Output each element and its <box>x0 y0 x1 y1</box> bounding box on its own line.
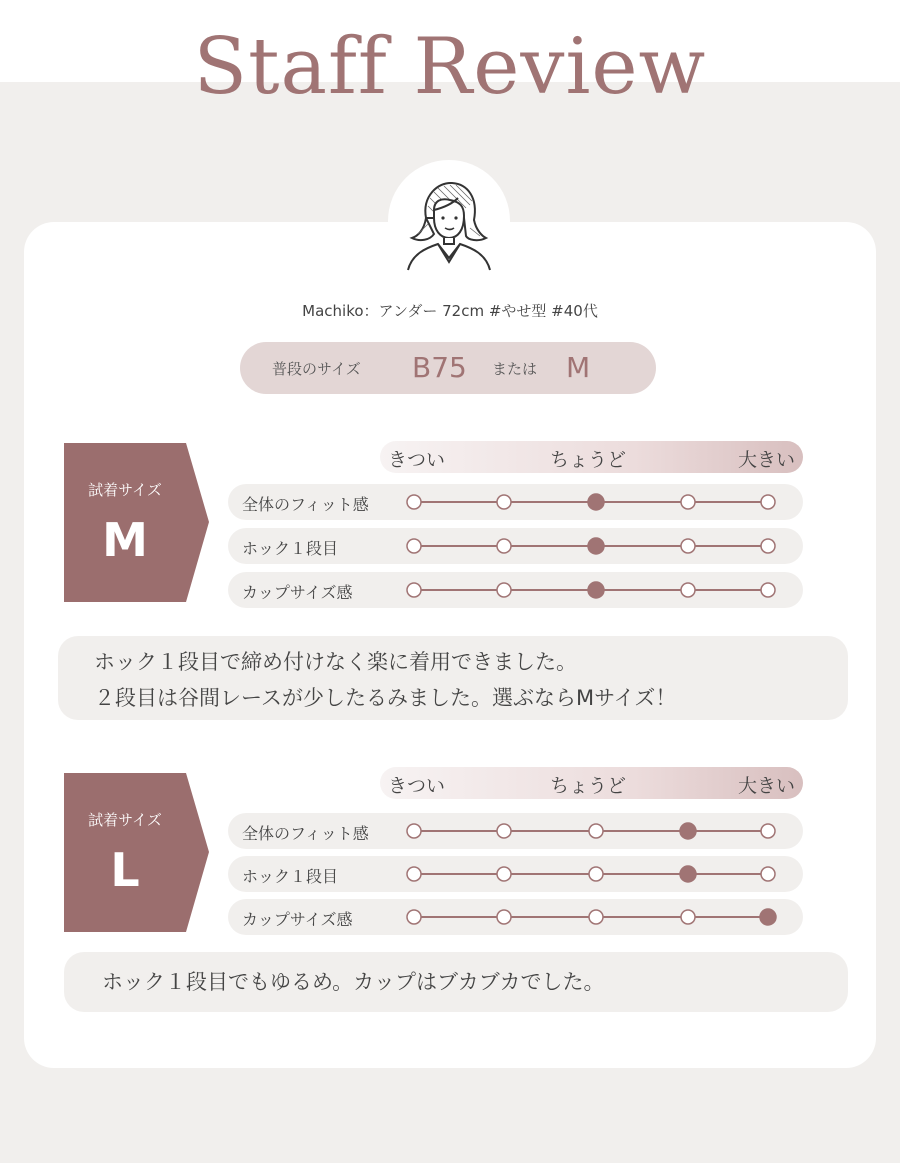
comment-line: ホック１段目でもゆるめ。カップはブカブカでした。 <box>102 970 605 994</box>
usual-size-pill <box>240 342 656 394</box>
rating-row <box>228 572 803 608</box>
rating-label: ホック１段目 <box>242 539 339 558</box>
rating-point <box>761 539 775 553</box>
rating-label: 全体のフィット感 <box>242 824 369 843</box>
rating-point <box>497 495 511 509</box>
rating-point <box>761 495 775 509</box>
size-tag-value: L <box>110 843 140 897</box>
staff-profile: Machiko：アンダー 72cm #やせ型 #40代 <box>302 302 598 320</box>
rating-point <box>681 539 695 553</box>
rating-point <box>497 539 511 553</box>
rating-row <box>228 813 803 849</box>
rating-point <box>497 867 511 881</box>
rating-point <box>761 583 775 597</box>
rating-point <box>407 539 421 553</box>
rating-scale <box>406 484 786 520</box>
rating-row <box>228 856 803 892</box>
rating-point <box>589 824 603 838</box>
scale-label-just: ちょうど <box>550 449 627 471</box>
rating-point <box>589 867 603 881</box>
size-tag-label: 試着サイズ <box>88 811 162 829</box>
usual-size-label: 普段のサイズ <box>272 360 361 378</box>
comment-line: ホック１段目で締め付けなく楽に着用できました。 <box>94 650 577 674</box>
size-tag-label: 試着サイズ <box>88 481 162 499</box>
usual-size-or: または <box>492 360 538 378</box>
woman-avatar-icon <box>404 178 494 274</box>
page-title: Staff Review <box>193 22 707 112</box>
scale-header <box>380 767 803 799</box>
rating-point <box>407 583 421 597</box>
rating-point <box>497 583 511 597</box>
rating-point-selected <box>588 494 604 510</box>
rating-scale <box>406 899 786 935</box>
rating-point <box>407 824 421 838</box>
usual-size-letter: M <box>566 351 591 384</box>
size-tag-value: M <box>102 513 148 567</box>
rating-point <box>497 910 511 924</box>
rating-scale <box>406 813 786 849</box>
rating-label: カップサイズ感 <box>242 910 353 929</box>
rating-point <box>589 910 603 924</box>
rating-label: 全体のフィット感 <box>242 495 369 514</box>
rating-point-selected <box>680 823 696 839</box>
size-tag-m <box>64 443 209 602</box>
rating-point <box>497 824 511 838</box>
rating-point <box>407 867 421 881</box>
rating-label: カップサイズ感 <box>242 583 353 602</box>
rating-point-selected <box>680 866 696 882</box>
rating-point <box>407 910 421 924</box>
comment-line: ２段目は谷間レースが少したるみました。選ぶならMサイズ！ <box>94 686 677 710</box>
scale-header <box>380 441 803 473</box>
rating-row <box>228 899 803 935</box>
size-tag-l <box>64 773 209 932</box>
rating-row <box>228 528 803 564</box>
review-comment <box>58 636 848 720</box>
scale-label-just: ちょうど <box>550 775 627 797</box>
scale-label-tight: きつい <box>388 775 446 797</box>
rating-label: ホック１段目 <box>242 867 339 886</box>
rating-point <box>681 583 695 597</box>
rating-point <box>681 495 695 509</box>
usual-size-band: B75 <box>412 351 467 384</box>
rating-scale <box>406 572 786 608</box>
rating-point <box>761 867 775 881</box>
rating-scale <box>406 528 786 564</box>
rating-scale <box>406 856 786 892</box>
rating-point-selected <box>760 909 776 925</box>
rating-point-selected <box>588 538 604 554</box>
rating-point <box>407 495 421 509</box>
rating-point <box>681 910 695 924</box>
scale-label-tight: きつい <box>388 449 446 471</box>
rating-point-selected <box>588 582 604 598</box>
scale-label-loose: 大きい <box>737 775 795 797</box>
scale-label-loose: 大きい <box>737 449 795 471</box>
rating-point <box>761 824 775 838</box>
rating-row <box>228 484 803 520</box>
review-comment <box>64 952 848 1012</box>
